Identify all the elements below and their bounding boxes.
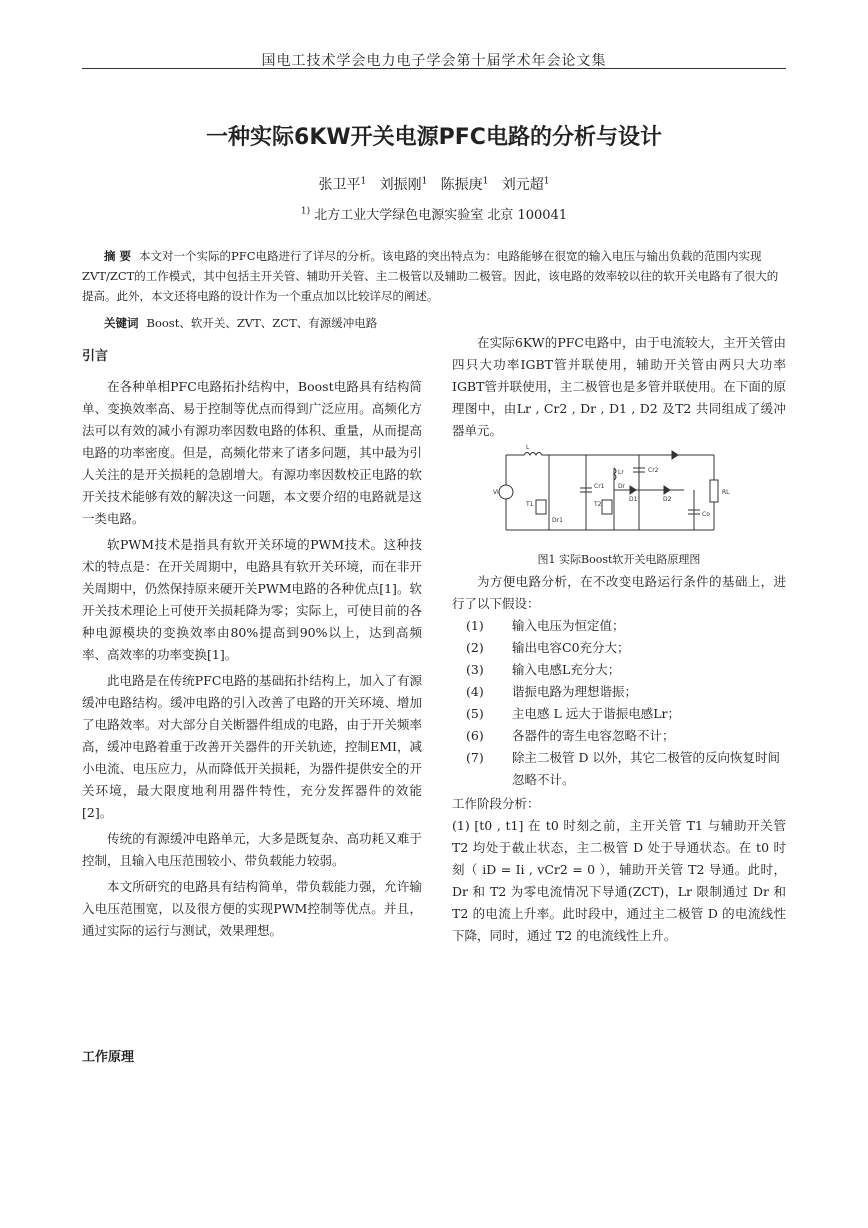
- paragraph: 传统的有源缓冲电路单元，大多是既复杂、高功耗又难于控制，且输入电压范围较小、带负载能力较弱。: [82, 831, 422, 868]
- affiliation-text: 北方工业大学绿色电源实验室 北京 100041: [314, 208, 568, 223]
- list-item-number: (3): [466, 662, 484, 677]
- paragraph: (1) [t0 , t1] 在 t0 时刻之前，主开关管 T1 与辅助开关管 T2 均处于截止状态，主二极管 D 处于导通状态。在 t0 时刻（ iD = Ii , vCr2 = 0 ），辅助开关管 T2 导通。此时，Dr 和 T2 为零电流情况下导通(ZCT)，Lr 限制通过 Dr 和 T2 的电流上升率。此时段中，通过主二极管 D 的电流线性下降，同时，通过 T2 的电流线性上升。: [452, 818, 786, 943]
- list-item-text: 主电感 L 远大于谐振电感Lr；: [512, 706, 681, 721]
- author-list: [82, 174, 786, 194]
- list-item-text: 各器件的寄生电容忽略不计；: [512, 728, 675, 743]
- paragraph: 在各种单相PFC电路拓扑结构中，Boost电路具有结构简单、变换效率高、易于控制等优点而得到广泛应用。高频化方法可以有效的减小有源功率因数电路的体积、重量，从而提高电路的功率密度。但是，高频化带来了诸多问题，其中最为引人关注的是开关损耗的急剧增大。有源功率因数校正电路的软开关技术能够有效的解决这一问题，本文要介绍的电路就是这一类电路。: [82, 379, 422, 526]
- figure-label: T2: [594, 501, 602, 508]
- author-mark: 1: [543, 176, 550, 187]
- author-name: 陈振庚: [440, 177, 483, 193]
- list-item-text: 输入电压为恒定值；: [512, 618, 625, 633]
- paper-title: 一种实际6KW开关电源PFC电路的分析与设计: [206, 125, 662, 150]
- circuit-schematic: [493, 444, 744, 540]
- figure-label: Co: [702, 511, 710, 518]
- list-item-number: (2): [466, 640, 484, 655]
- figure-label: Cr2: [648, 467, 659, 474]
- figure-label: L: [526, 444, 530, 451]
- paragraph: 在实际6KW的PFC电路中，由于电流较大，主开关管由四只大功率IGBT管并联使用，辅助开关管由两只大功率IGBT管并联使用，主二极管也是多管并联使用。在下面的原理图中，由Lr , Cr2 , Dr , D1 , D2 及T2 共同组成了缓冲器单元。: [452, 335, 786, 438]
- resistor-rl: [710, 480, 718, 502]
- figure-label: Dr1: [552, 517, 563, 524]
- figure-caption: 图1 实际Boost软开关电路原理图: [537, 553, 701, 566]
- list-item: [466, 681, 786, 703]
- source-symbol: [499, 485, 513, 499]
- paragraph: 为方便电路分析，在不改变电路运行条件的基础上，进行了以下假设：: [452, 574, 786, 611]
- list-item-number: (5): [466, 706, 484, 721]
- paragraph: 本文所研究的电路具有结构简单，带负载能力强，允许输入电压范围宽，以及很方便的实现PWM控制等优点。并且，通过实际的运行与测试，效果理想。: [82, 879, 422, 938]
- section-heading-working-principle: 工作原理: [82, 1050, 135, 1065]
- list-item-number: (6): [466, 728, 484, 743]
- affiliation-mark: 1): [300, 206, 311, 217]
- figure-label: RL: [722, 489, 730, 496]
- affiliation: [82, 204, 786, 223]
- list-item: [466, 703, 786, 725]
- list-item: [466, 747, 786, 791]
- list-item-text: 输出电容C0充分大；: [512, 640, 630, 655]
- diode-dr: [672, 451, 678, 459]
- abstract-text: 本文对一个实际的PFC电路进行了详尽的分析。该电路的突出特点为：电路能够在很宽的输入电压与输出负载的范围内实现ZVT/ZCT的工作模式，其中包括主开关管、辅助开关管、主二极管以及辅助二极管。因此，该电路的效率较以往的软开关电路有了很大的提高。此外，本文还将电路的设计作为一个重点加以比较详尽的阐述。: [82, 249, 779, 303]
- switch-t1: [536, 500, 546, 514]
- list-item: [466, 637, 786, 659]
- author-name: 刘元超: [501, 177, 544, 193]
- section-heading-introduction: 引言: [82, 349, 109, 364]
- running-header: 国电工技术学会电力电子学会第十届学术年会论文集: [261, 53, 607, 69]
- abstract: [82, 246, 786, 306]
- figure-label: Vi: [493, 489, 499, 496]
- figure-label: Cr1: [594, 483, 605, 490]
- abstract-label: 摘 要: [104, 249, 132, 263]
- stage-analysis-title: 工作阶段分析：: [452, 796, 540, 811]
- list-item-text: 谐振电路为理想谐振；: [512, 684, 638, 699]
- figure-label: D2: [663, 496, 672, 503]
- author-mark: 1: [482, 176, 489, 187]
- right-column: [452, 332, 786, 947]
- keywords-text: Boost、软开关、ZVT、ZCT、有源缓冲电路: [146, 316, 378, 330]
- header-rule: [82, 68, 786, 69]
- list-item-text: 输入电感L充分大；: [512, 662, 621, 677]
- diode-d2: [664, 486, 670, 494]
- list-item-text: 除主二极管 D 以外，其它二极管的反向恢复时间忽略不计。: [512, 750, 780, 787]
- list-item-number: (7): [466, 750, 484, 765]
- figure-label: D1: [629, 496, 638, 503]
- list-item-number: (4): [466, 684, 484, 699]
- author-name: 张卫平: [318, 177, 361, 193]
- paragraph: 软PWM技术是指具有软开关环境的PWM技术。这种技术的特点是：在开关周期中，电路具有软开关环境，而在非开关周期中，仍然保持原来硬开关PWM电路的各种优点[1]。软开关技术理论上可使开关损耗降为零；实际上，可使目前的各种电源模块的变换效率由80%提高到90%以上，达到高频率、高效率的功率变换[1]。: [82, 537, 422, 662]
- figure-label: Lr: [618, 469, 624, 476]
- list-item-number: (1): [466, 618, 484, 633]
- list-item: [466, 615, 786, 637]
- assumption-list: [452, 615, 786, 791]
- list-item: [466, 659, 786, 681]
- figure-label: Dr: [618, 483, 626, 490]
- author-mark: 1: [421, 176, 428, 187]
- diode-d1: [630, 486, 636, 494]
- keywords: [104, 315, 377, 331]
- left-column: [82, 346, 422, 942]
- author-name: 刘振刚: [379, 177, 422, 193]
- inductor-symbol: [506, 453, 586, 456]
- paragraph: 此电路是在传统PFC电路的基础拓扑结构上，加入了有源缓冲电路结构。缓冲电路的引入改善了电路的开关环境、增加了电路效率。对大部分自关断器件组成的电路，由于开关频率高，缓冲电路着重于改善开关器件的开关轨迹，控制EMI，减小电流、电压应力，从而降低开关损耗，为器件提供安全的开关环境，最大限度地利用器件特性，充分发挥器件的效能[2]。: [82, 673, 422, 820]
- author-mark: 1: [360, 176, 367, 187]
- list-item: [466, 725, 786, 747]
- figure-label: T1: [526, 501, 534, 508]
- switch-t2: [602, 500, 612, 514]
- keywords-label: 关键词: [104, 316, 139, 330]
